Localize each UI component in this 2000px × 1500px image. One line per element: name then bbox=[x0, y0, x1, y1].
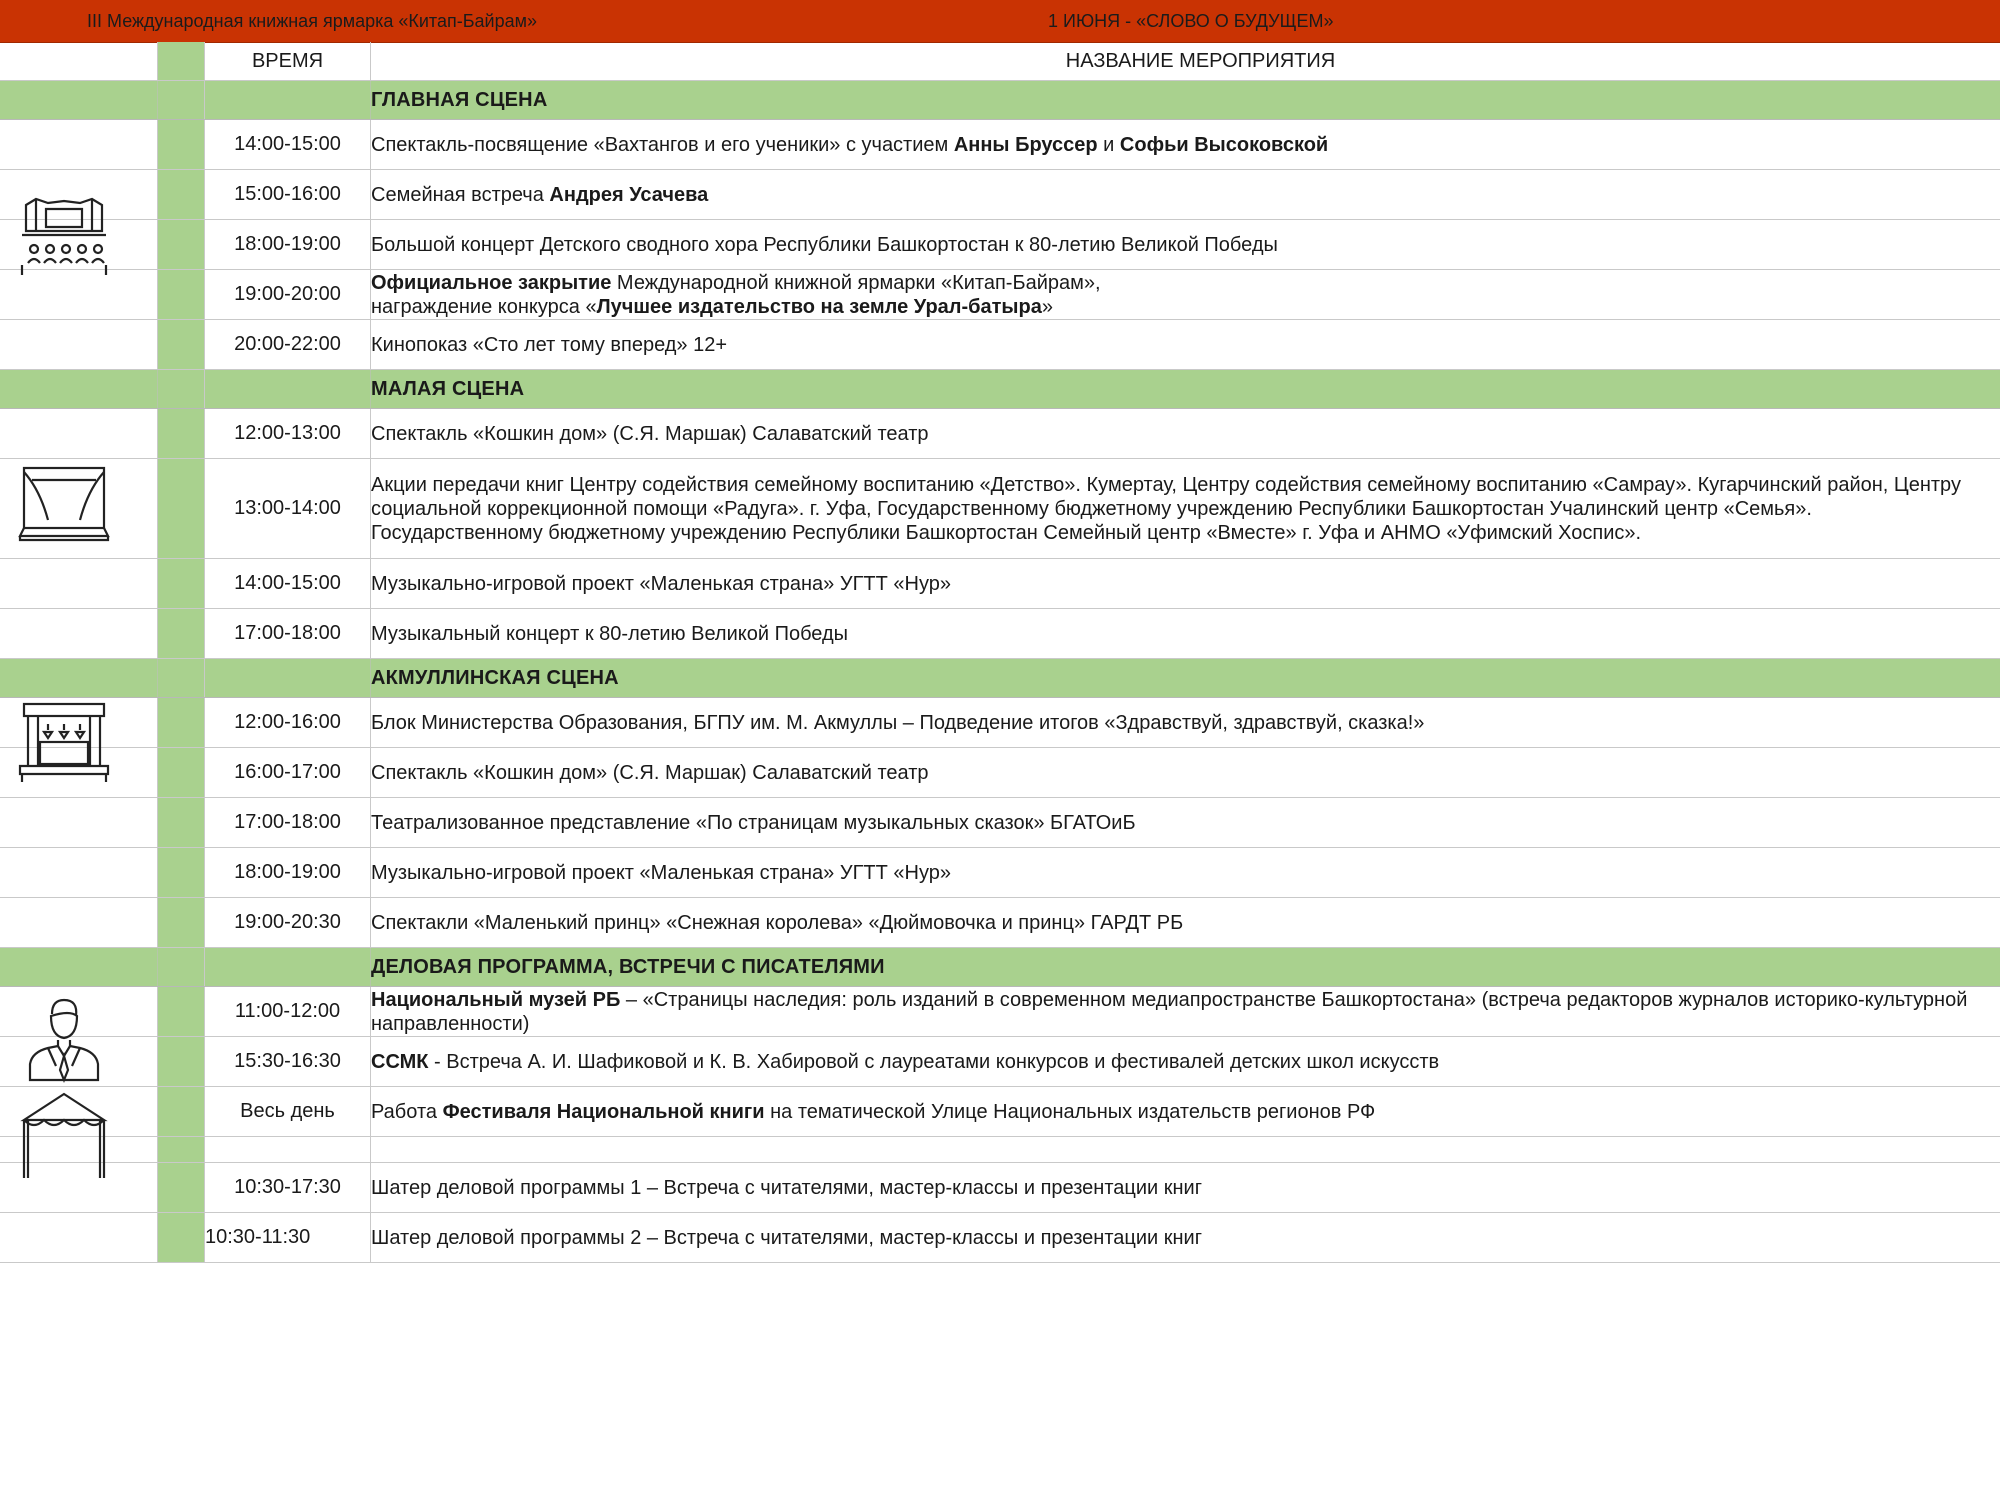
section-title: ГЛАВНАЯ СЦЕНА bbox=[371, 89, 548, 111]
event-title-text: Спектакль «Кошкин дом» (С.Я. Маршак) Салаватский театр bbox=[371, 761, 929, 784]
event-time: Весь день bbox=[205, 1087, 371, 1136]
event-title-text: Международной книжной ярмарки «Китап-Байрам», bbox=[611, 271, 1101, 294]
event-title-bold: Софьи Высоковской bbox=[1119, 133, 1329, 156]
event-title-bold: ССМК bbox=[371, 1050, 429, 1073]
event-column-header: НАЗВАНИЕ МЕРОПРИЯТИЯ bbox=[1065, 50, 1336, 72]
event-row bbox=[0, 320, 2000, 370]
event-title-text: » bbox=[1041, 295, 1053, 318]
event-title-text: Музыкальный концерт к 80-летию Великой Победы bbox=[371, 622, 849, 645]
event-row bbox=[0, 409, 2000, 459]
event-title-text: Театрализованное представление «По страницам музыкальных сказок» БГАТОиБ bbox=[371, 811, 1136, 834]
event-title-text: на тематической Улице Национальных издательств регионов РФ bbox=[764, 1100, 1376, 1123]
event-title bbox=[371, 609, 2000, 658]
event-row bbox=[0, 798, 2000, 848]
event-time bbox=[205, 948, 371, 986]
event-time: 18:00-19:00 bbox=[205, 220, 371, 269]
event-time bbox=[205, 370, 371, 408]
event-title-text: Музыкально-игровой проект «Маленькая страна» УГТТ «Нур» bbox=[371, 572, 951, 595]
event-title bbox=[371, 698, 2000, 747]
event-row bbox=[0, 1137, 2000, 1163]
event-row bbox=[0, 220, 2000, 270]
event-time: 18:00-19:00 bbox=[205, 848, 371, 897]
event-title-text: Работа bbox=[371, 1100, 443, 1123]
event-row bbox=[0, 1087, 2000, 1137]
header-bar bbox=[0, 0, 2000, 43]
event-title-text: Шатер деловой программы 2 – Встреча с читателями, мастер-классы и презентации книг bbox=[371, 1226, 1203, 1249]
event-title-bold: Анны Бруссер bbox=[953, 133, 1098, 156]
small-stage-icon bbox=[18, 460, 110, 552]
event-row bbox=[0, 170, 2000, 220]
event-time: 19:00-20:00 bbox=[205, 270, 371, 319]
event-title-bold: Андрея Усачева bbox=[549, 183, 709, 206]
event-title bbox=[371, 559, 2000, 608]
event-row bbox=[0, 898, 2000, 948]
event-row bbox=[0, 1213, 2000, 1263]
section-title: АКМУЛЛИНСКАЯ СЦЕНА bbox=[371, 667, 619, 689]
akmulla-stage-icon bbox=[18, 700, 110, 792]
event-title-text: Кинопоказ «Сто лет тому вперед» 12+ bbox=[371, 333, 728, 356]
section-title: ДЕЛОВАЯ ПРОГРАММА, ВСТРЕЧИ С ПИСАТЕЛЯМИ bbox=[371, 956, 885, 978]
event-title bbox=[371, 987, 2000, 1036]
column-header-row bbox=[0, 42, 2000, 81]
event-time bbox=[205, 1137, 371, 1162]
event-title bbox=[371, 320, 2000, 369]
event-title bbox=[371, 1213, 2000, 1262]
event-title bbox=[371, 848, 2000, 897]
event-title bbox=[371, 798, 2000, 847]
event-time: 15:30-16:30 bbox=[205, 1037, 371, 1086]
event-time: 11:00-12:00 bbox=[205, 987, 371, 1036]
event-time: 14:00-15:00 bbox=[205, 559, 371, 608]
event-title-text: Музыкально-игровой проект «Маленькая страна» УГТТ «Нур» bbox=[371, 861, 951, 884]
event-title bbox=[371, 270, 2000, 319]
event-time: 10:30-17:30 bbox=[205, 1163, 371, 1212]
event-title-text: Спектакль-посвящение «Вахтангов и его ученики» с участием bbox=[371, 133, 954, 156]
event-row bbox=[0, 270, 2000, 320]
day-title: 1 ИЮНЯ - «СЛОВО О БУДУЩЕМ» bbox=[1048, 11, 1334, 31]
event-time: 15:00-16:00 bbox=[205, 170, 371, 219]
event-time bbox=[205, 81, 371, 119]
event-row bbox=[0, 1163, 2000, 1213]
event-title bbox=[371, 459, 2000, 558]
event-title bbox=[371, 220, 2000, 269]
event-row bbox=[0, 609, 2000, 659]
event-time: 12:00-16:00 bbox=[205, 698, 371, 747]
event-title bbox=[371, 170, 2000, 219]
event-row bbox=[0, 120, 2000, 170]
event-title bbox=[371, 748, 2000, 797]
event-title bbox=[371, 1087, 2000, 1136]
event-row bbox=[0, 698, 2000, 748]
event-title-text: награждение конкурса « bbox=[371, 295, 597, 318]
event-time: 13:00-14:00 bbox=[205, 459, 371, 558]
event-title-text: и bbox=[1097, 133, 1120, 156]
fair-title: III Международная книжная ярмарка «Китап-Байрам» bbox=[87, 11, 538, 31]
event-title bbox=[371, 898, 2000, 947]
section-title: МАЛАЯ СЦЕНА bbox=[371, 378, 525, 400]
event-time: 19:00-20:30 bbox=[205, 898, 371, 947]
event-title-bold: Национальный музей РБ bbox=[371, 988, 621, 1011]
event-title-bold: Официальное закрытие bbox=[371, 271, 612, 294]
event-title bbox=[371, 409, 2000, 458]
event-time: 17:00-18:00 bbox=[205, 798, 371, 847]
event-title-text: Спектакль «Кошкин дом» (С.Я. Маршак) Салаватский театр bbox=[371, 422, 929, 445]
event-title bbox=[371, 120, 2000, 169]
event-title-text: Шатер деловой программы 1 – Встреча с читателями, мастер-классы и презентации книг bbox=[371, 1176, 1203, 1199]
section-row bbox=[0, 81, 2000, 120]
event-title-text: Акции передачи книг Центру содействия семейному воспитанию «Детство». Кумертау, Центру содействия семейному воспитанию «Самрау». Кугарчинский район, Центру социальной коррекционной помощи «Радуга». г. Уфа, Государственному бюджетному учреждению Республики Башкортостан Учалинский центр «Семья». Государственному бюджетному учреждению Республики Башкортостан Семейный центр «Вместе» г. Уфа и АНМО «Уфимский Хоспис». bbox=[371, 473, 1961, 544]
time-column-header: ВРЕМЯ bbox=[205, 42, 371, 80]
writer-icon bbox=[18, 994, 110, 1086]
event-row bbox=[0, 848, 2000, 898]
section-row bbox=[0, 659, 2000, 698]
event-time: 20:00-22:00 bbox=[205, 320, 371, 369]
event-time: 10:30-11:30 bbox=[205, 1213, 371, 1262]
section-row bbox=[0, 948, 2000, 987]
event-title bbox=[371, 1163, 2000, 1212]
main-stage-icon bbox=[18, 193, 110, 285]
event-row bbox=[0, 1037, 2000, 1087]
event-title-bold: Фестиваля Национальной книги bbox=[442, 1100, 765, 1123]
event-title bbox=[371, 1137, 2000, 1162]
event-row bbox=[0, 987, 2000, 1037]
event-title-text: Семейная встреча bbox=[371, 183, 550, 206]
event-title bbox=[371, 1037, 2000, 1086]
event-title-bold: Лучшее издательство на земле Урал-батыра bbox=[596, 295, 1042, 318]
event-time bbox=[205, 659, 371, 697]
tent-icon bbox=[18, 1090, 110, 1182]
event-title-text: Большой концерт Детского сводного хора Республики Башкортостан к 80-летию Великой Победы bbox=[371, 233, 1278, 256]
event-time: 12:00-13:00 bbox=[205, 409, 371, 458]
event-row bbox=[0, 459, 2000, 559]
event-time: 14:00-15:00 bbox=[205, 120, 371, 169]
event-title-text: Спектакли «Маленький принц» «Снежная королева» «Дюймовочка и принц» ГАРДТ РБ bbox=[371, 911, 1184, 934]
event-row bbox=[0, 748, 2000, 798]
section-row bbox=[0, 370, 2000, 409]
event-time: 17:00-18:00 bbox=[205, 609, 371, 658]
event-title-text: - Встреча А. И. Шафиковой и К. В. Хабировой с лауреатами конкурсов и фестивалей детских школ искусств bbox=[428, 1050, 1440, 1073]
event-row bbox=[0, 559, 2000, 609]
event-title-text: Блок Министерства Образования, БГПУ им. М. Акмуллы – Подведение итогов «Здравствуй, здравствуй, сказка!» bbox=[371, 711, 1425, 734]
event-time: 16:00-17:00 bbox=[205, 748, 371, 797]
event-title-text: – «Страницы наследия: роль изданий в современном медиапространстве Башкортостана» (встреча редакторов журналов историко-культурной направленности) bbox=[371, 988, 1968, 1035]
